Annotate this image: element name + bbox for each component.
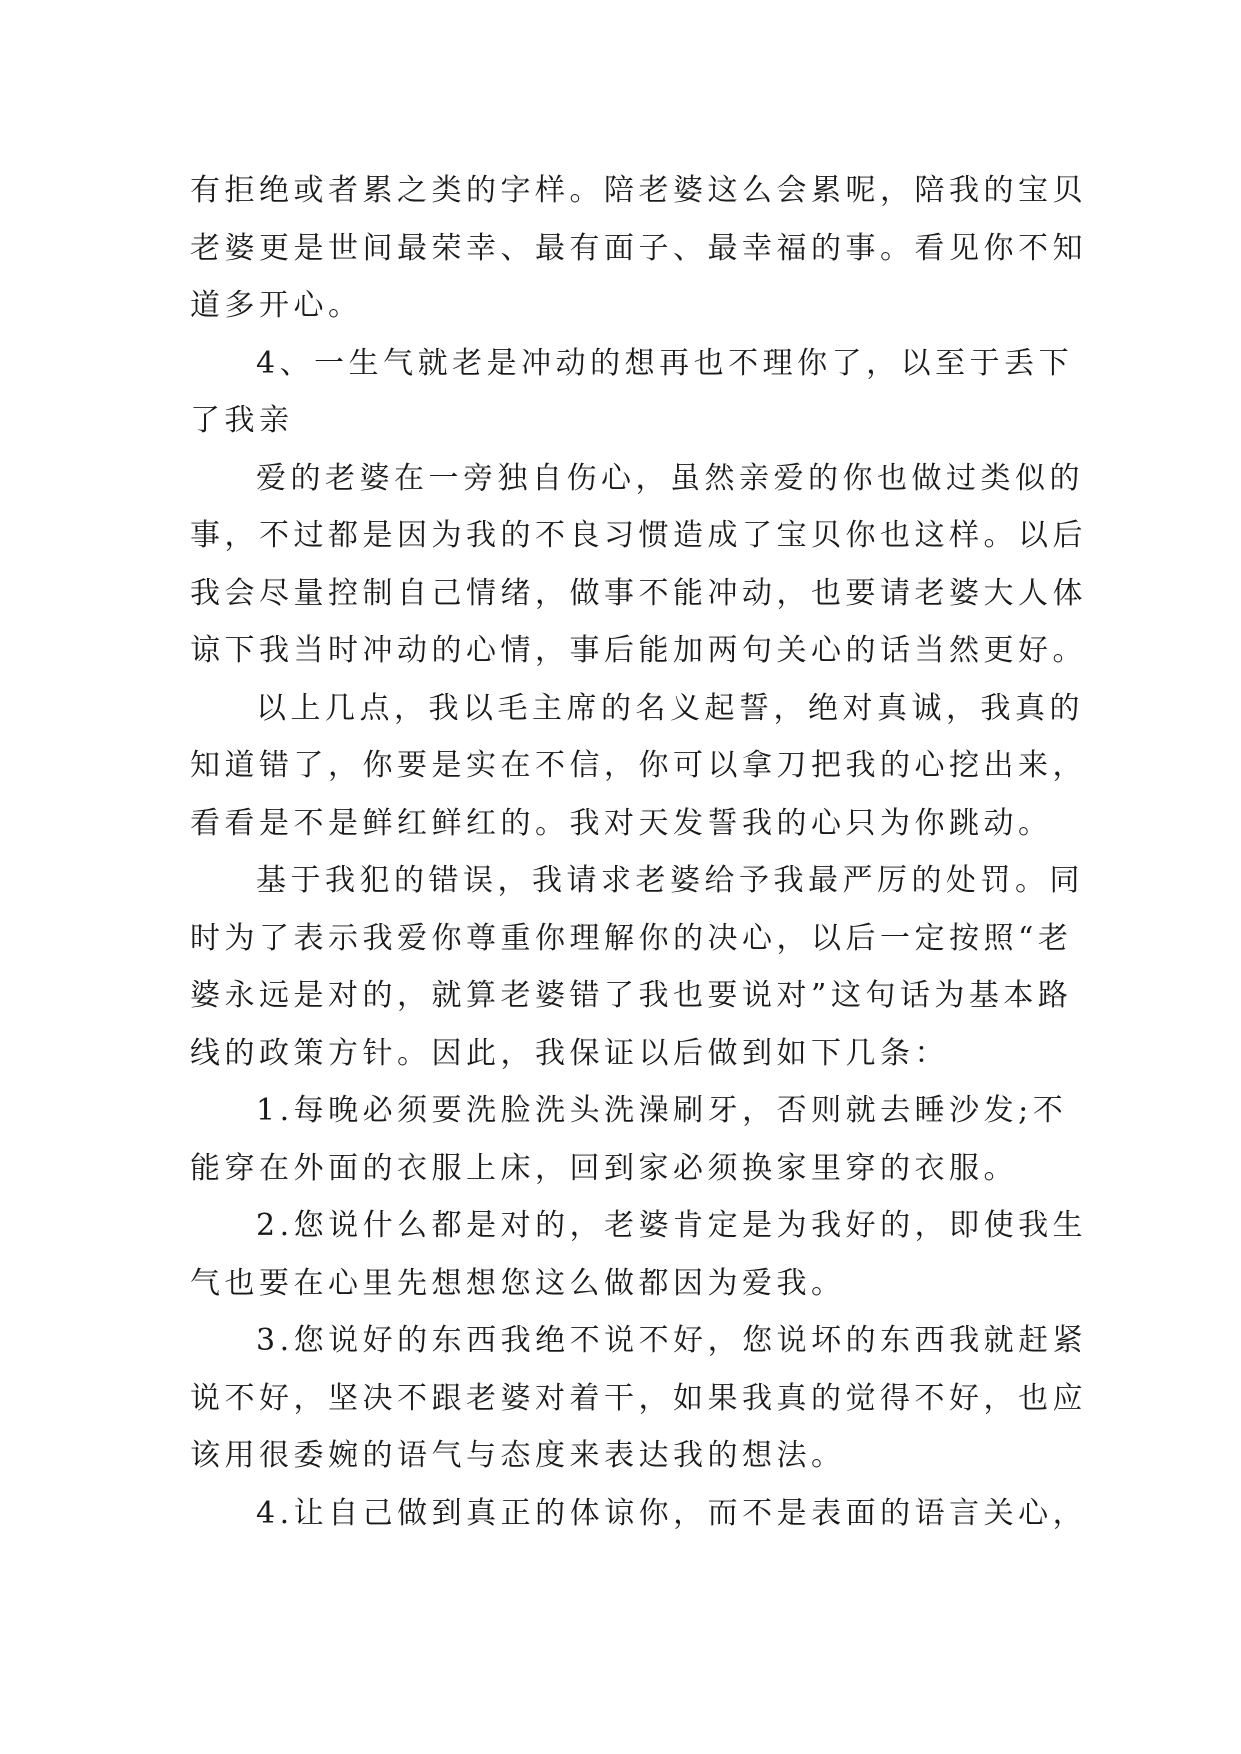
text-line: 谅下我当时冲动的心情，事后能加两句关心的话当然更好。	[190, 633, 1087, 668]
text-line: 1.每晚必须要洗脸洗头洗澡刷牙，否则就去睡沙发;不	[256, 1093, 1068, 1128]
text-line: 了我亲	[190, 403, 294, 438]
text-line: 我会尽量控制自己情绪，做事不能冲动，也要请老婆大人体	[190, 575, 1087, 611]
paragraph-5	[190, 852, 1084, 1082]
text-line: 4.让自己做到真正的体谅你，而不是表面的语言关心，	[256, 1495, 1088, 1531]
text-line: 道多开心。	[190, 288, 363, 323]
paragraph-4	[190, 680, 1087, 853]
text-line: 气也要在心里先想想您这么做都因为爱我。	[190, 1265, 846, 1301]
paragraph-6	[190, 1082, 1070, 1197]
text-line: 婆永远是对的，就算老婆错了我也要说对”这句话为基本路	[190, 978, 1073, 1013]
text-line: 该用很委婉的语气与态度来表达我的想法。	[190, 1438, 846, 1473]
text-line: 能穿在外面的衣服上床，回到家必须换家里穿的衣服。	[190, 1150, 1018, 1186]
paragraph-2	[190, 335, 1074, 450]
paragraph-1	[190, 162, 1087, 335]
text-line: 有拒绝或者累之类的字样。陪老婆这么会累呢，陪我的宝贝	[190, 173, 1087, 208]
text-line: 老婆更是世间最荣幸、最有面子、最幸福的事。看见你不知	[190, 230, 1087, 266]
paragraph-7	[190, 1197, 1088, 1312]
text-line: 2.您说什么都是对的，老婆肯定是为我好的，即使我生	[256, 1208, 1088, 1243]
text-line: 事，不过都是因为我的不良习惯造成了宝贝你也这样。以后	[190, 518, 1087, 553]
text-line: 以上几点，我以毛主席的名义起誓，绝对真诚，我真的	[256, 690, 1084, 726]
text-line: 爱的老婆在一旁独自伤心，虽然亲爱的你也做过类似的	[256, 460, 1084, 496]
text-line: 3.您说好的东西我绝不说不好，您说坏的东西我就赶紧	[256, 1323, 1088, 1358]
document-body	[190, 162, 1088, 1542]
text-line: 时为了表示我爱你尊重你理解你的决心，以后一定按照“老	[190, 920, 1073, 956]
paragraph-3	[190, 450, 1087, 680]
text-line: 4、一生气就老是冲动的想再也不理你了，以至于丢下	[256, 345, 1074, 381]
paragraph-9	[190, 1485, 1088, 1543]
paragraph-8	[190, 1312, 1088, 1485]
text-line: 线的政策方针。因此，我保证以后做到如下几条：	[190, 1035, 949, 1071]
text-line: 基于我犯的错误，我请求老婆给予我最严厉的处罚。同	[256, 863, 1084, 898]
text-line: 说不好，坚决不跟老婆对着干，如果我真的觉得不好，也应	[190, 1380, 1087, 1416]
text-line: 看看是不是鲜红鲜红的。我对天发誓我的心只为你跳动。	[190, 805, 1053, 841]
text-line: 知道错了，你要是实在不信，你可以拿刀把我的心挖出来，	[190, 748, 1087, 783]
